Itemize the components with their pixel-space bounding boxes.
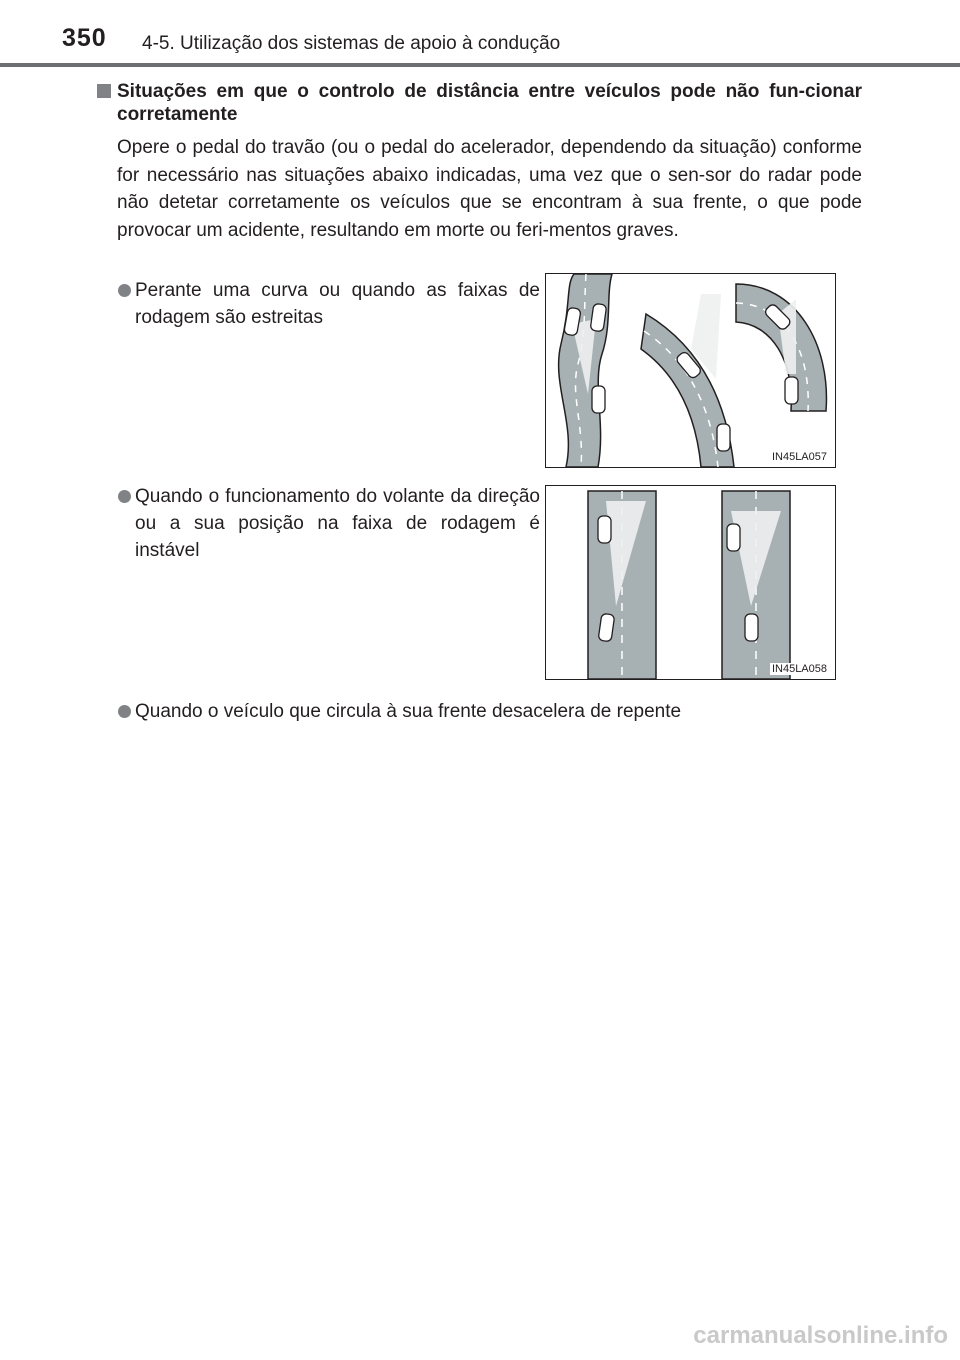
section-block bbox=[97, 80, 862, 244]
illustration-curved-roads bbox=[545, 273, 836, 468]
circle-bullet-icon bbox=[118, 284, 131, 297]
section-heading-text: Situações em que o controlo de distância entre veículos pode não fun-cionar corretamente bbox=[117, 81, 862, 125]
illustration-straight-lanes bbox=[545, 485, 836, 680]
figure-id-label: IN45LA058 bbox=[771, 663, 827, 675]
curved-roads-drawing bbox=[546, 274, 835, 467]
square-bullet-icon bbox=[97, 84, 111, 98]
bullet-text: Perante uma curva ou quando as faixas de rodagem são estreitas bbox=[135, 280, 540, 328]
bullet-item-curve bbox=[118, 277, 540, 331]
page-number: 350 bbox=[62, 24, 107, 52]
bullet-text: Quando o veículo que circula à sua frente desacelera de repente bbox=[135, 701, 682, 722]
bullet-item-deceleration bbox=[118, 698, 835, 725]
straight-lanes-drawing bbox=[546, 486, 835, 679]
bullet-text: Quando o funcionamento do volante da direção ou a sua posição na faixa de rodagem é instável bbox=[135, 486, 540, 561]
section-heading bbox=[97, 80, 862, 126]
circle-bullet-icon bbox=[118, 490, 131, 503]
chapter-title: 4-5. Utilização dos sistemas de apoio à condução bbox=[142, 33, 561, 54]
watermark: carmanualsonline.info bbox=[693, 1322, 948, 1349]
page-header bbox=[0, 0, 960, 68]
circle-bullet-icon bbox=[118, 705, 131, 718]
section-body-text: Opere o pedal do travão (ou o pedal do acelerador, dependendo da situação) conforme for necessário nas situações abaixo indicadas, uma vez que o sen-sor do radar pode não detetar corretamente os veículos que se encontram à sua frente, o que pode provocar um acidente, resultando em morte ou feri-mentos graves. bbox=[117, 137, 862, 241]
figure-id-label: IN45LA057 bbox=[771, 451, 827, 463]
bullet-item-steering bbox=[118, 483, 540, 564]
header-divider bbox=[0, 63, 960, 67]
